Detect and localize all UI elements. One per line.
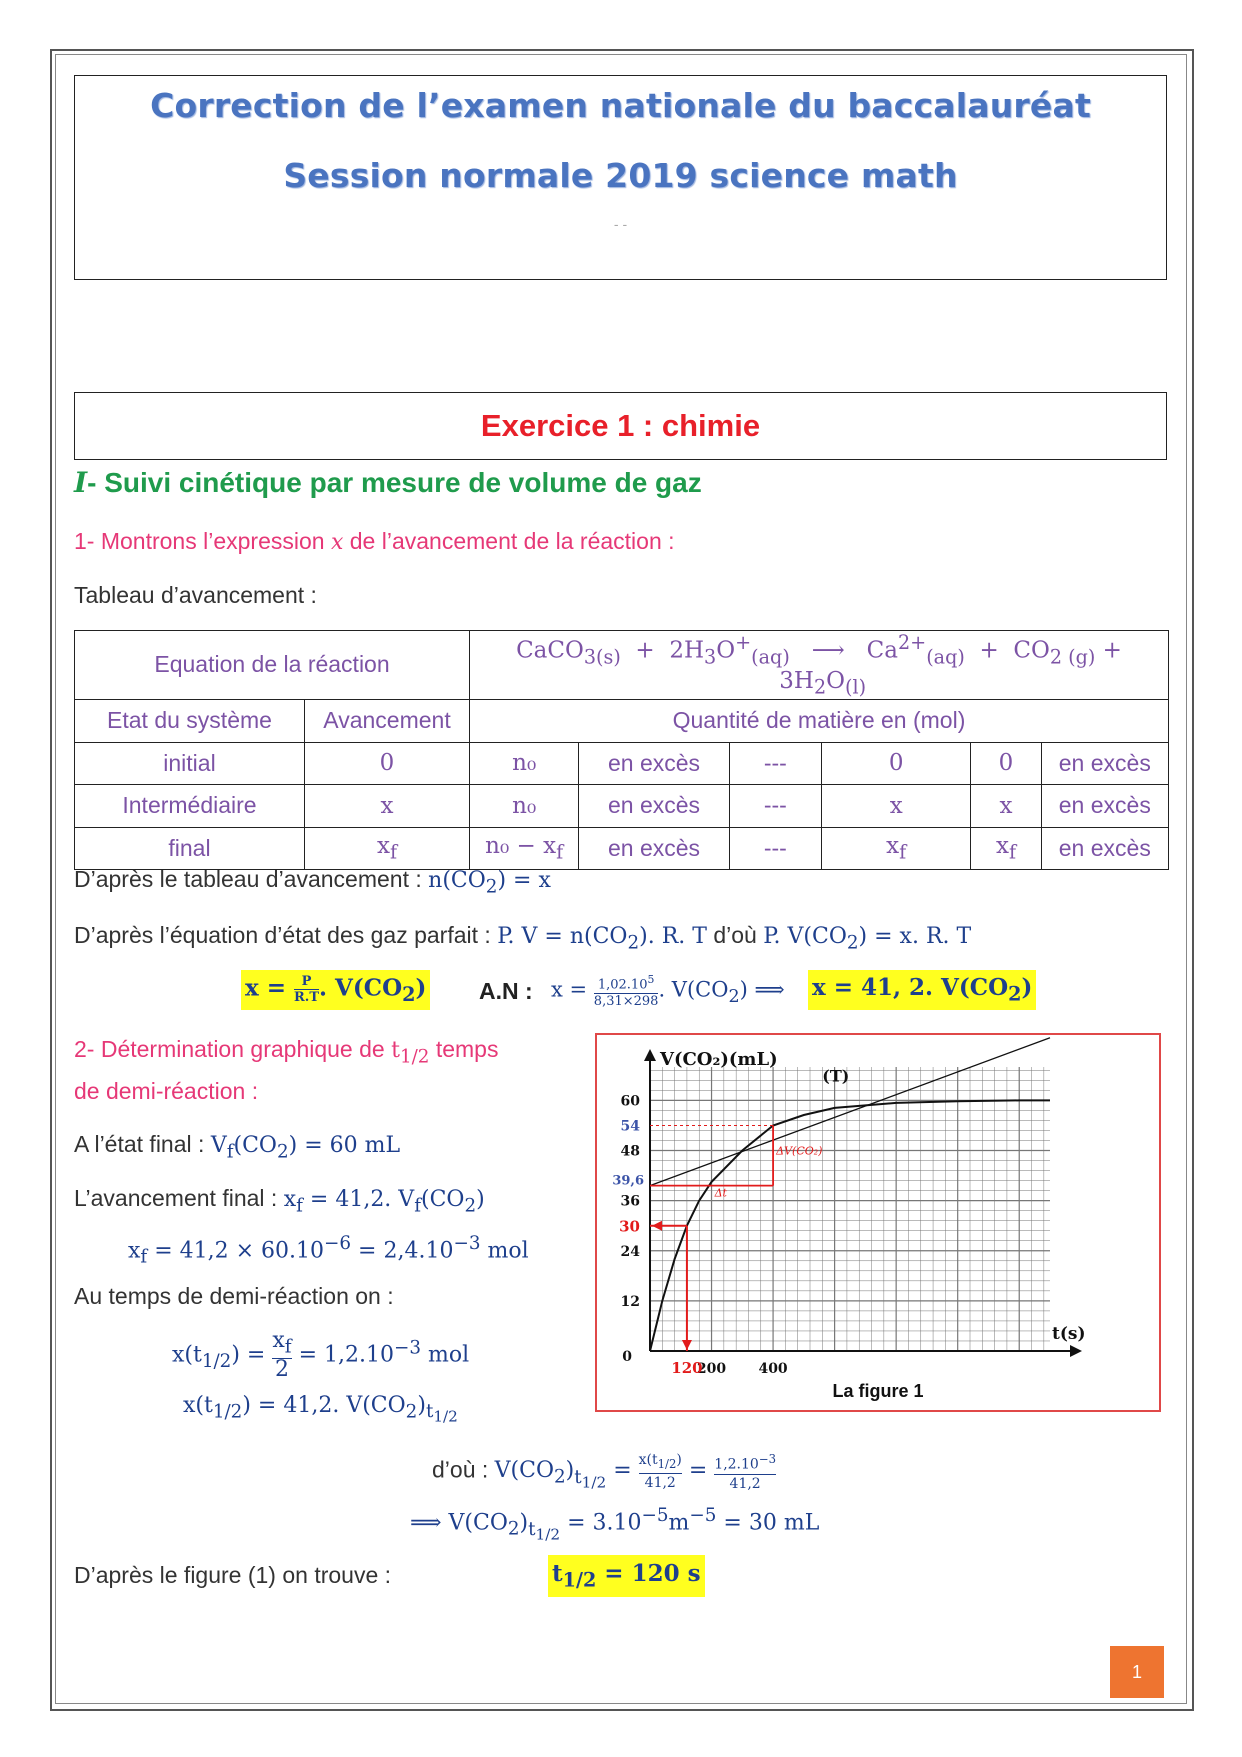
row-state: initial <box>75 742 305 784</box>
marked-y-39-6: 39,6 <box>612 1173 644 1189</box>
question-2-heading-2: de demi-réaction : <box>74 1078 259 1104</box>
volume-half-result: ⟹ $V(CO_2)_{t_{1/2}} = 3.10^{-5}m^{-5} = 30$ mL <box>410 1505 820 1544</box>
col-adv-header <box>305 699 470 742</box>
col-qty-header <box>470 699 1169 742</box>
y-axis-arrow <box>644 1049 656 1061</box>
dou-text: d’où <box>706 922 764 948</box>
t-half-symbol: $t_{1/2}$ <box>391 1038 430 1068</box>
x-half-volume: $x(t_{1/2}) = 41,2$. $V(CO_2)_{t_{1/2}}$ <box>183 1393 458 1427</box>
y-tick-label: 36 <box>620 1193 640 1210</box>
ideal-gas-line <box>74 922 971 953</box>
t-half-result-highlight: $t_{1/2} = 120$ s <box>548 1555 705 1597</box>
q2-heading-text: 2- Détermination graphique de <box>74 1036 392 1062</box>
advancement-table <box>74 630 1169 870</box>
final-state-text: A l’état final : <box>74 1131 211 1157</box>
figure-result-line: D’après le figure (1) on trouve : <box>74 1562 392 1588</box>
dv-label: ΔV(CO₂) <box>776 1144 823 1158</box>
section-title: - Suivi cinétique par mesure de volume de gaz <box>87 467 702 498</box>
y-tick-label: 48 <box>620 1143 640 1160</box>
figure-caption: La figure 1 <box>832 1381 924 1401</box>
table-intro: Tableau d’avancement : <box>74 582 317 608</box>
dou2-text: d’où : <box>432 1456 495 1483</box>
x-tick-label: 200 <box>696 1361 727 1377</box>
volume-half-line <box>432 1450 776 1493</box>
section-heading <box>74 466 702 499</box>
n-co2-equation: $n(CO_2) = x$ <box>428 868 551 898</box>
an-calculation: x = $\frac{1,02.10^5}{8,31\times 298}$ . $V(CO_2)$ ⟹ <box>551 973 785 1010</box>
q1-heading-pre: 1- Montrons l’expression <box>74 528 331 554</box>
question-2-heading <box>74 1036 498 1067</box>
row-cell: $n_0 - x_f$ <box>470 827 579 869</box>
row-adv: 0 <box>305 742 470 784</box>
half-time-arrow <box>682 1340 692 1350</box>
after-table-line <box>74 866 551 897</box>
marked-y-30: 30 <box>619 1217 640 1236</box>
y-tick-label: 60 <box>620 1093 640 1110</box>
xf-value: $x_f = 41,2 \times 60.10^{-6} = 2,4.10^{-3}$ mol <box>128 1233 529 1268</box>
table-row <box>75 742 1169 784</box>
final-adv-line <box>74 1185 485 1216</box>
q1-heading-post: de l’avancement de la réaction : <box>343 528 675 554</box>
q1-heading-var: x <box>330 530 344 555</box>
row-state: Intermédiaire <box>75 784 305 827</box>
curve-series <box>650 1100 1050 1351</box>
title-line-3: - - <box>613 216 628 232</box>
row-adv: $x_f$ <box>305 827 470 869</box>
y-tick-label: 24 <box>620 1243 640 1260</box>
x-half-equation: $x(t_{1/2})$ = $\frac{x_f}{2}$ = $1,2.10^{-3}$ mol <box>172 1328 470 1383</box>
title-box <box>74 75 1167 280</box>
col-state-label: Etat du système <box>107 707 272 734</box>
x-axis-arrow <box>1070 1345 1082 1357</box>
figure-1 <box>595 1033 1161 1412</box>
origin-label: 0 <box>622 1349 632 1365</box>
half-volume-arrow <box>652 1221 662 1231</box>
row-cell: en excès <box>579 827 729 869</box>
ideal-gas-text: D’après l’équation d’état des gaz parfait : <box>74 922 498 948</box>
row-cell: x <box>821 784 970 827</box>
marked-x-120: 120 <box>671 1359 703 1377</box>
row-cell: en excès <box>579 742 729 784</box>
volume-half-equation: $V(CO_2)_{t_{1/2}}$ = $\frac{x(t_{1/2})}{41,2}$ = $\frac{1,2.10^{-3}}{41,2}$ <box>494 1451 776 1492</box>
row-cell: en excès <box>1041 784 1168 827</box>
row-cell: 0 <box>821 742 970 784</box>
row-cell: --- <box>729 827 821 869</box>
x-formula-highlight: x = $\frac{P}{R.T}$ . $V(CO_2)$ <box>241 970 430 1010</box>
row-cell: $x_f$ <box>821 827 970 869</box>
q2-heading-text-b: temps <box>429 1036 499 1062</box>
row-cell: 0 <box>971 742 1041 784</box>
title-line-2: Session normale 2019 science math <box>283 156 958 195</box>
row-cell: n₀ <box>470 742 579 784</box>
ideal-gas-equation-2: P. $V(CO_2) = x$. R. T <box>763 924 972 954</box>
reaction-equation: CaCO$_{3(s)}$ + $2H_3O^+_{(aq)}$ ⟶ $Ca^{2+}_{(aq)} + CO_{2 (g)} + 3H_2O_{(l)}$ <box>470 631 1169 700</box>
x-result-highlight: x = 41, 2. $V(CO_2)$ <box>808 970 1036 1010</box>
exercise-title: Exercice 1 : chimie <box>480 408 761 443</box>
after-table-text: D’après le tableau d’avancement : <box>74 866 429 892</box>
row-cell: n₀ <box>470 784 579 827</box>
title-line-1: Correction de l’examen nationale du baccalauréat <box>150 86 1091 125</box>
row-cell: en excès <box>579 784 729 827</box>
ideal-gas-equation: P. $V = n(CO_2)$. R. T <box>497 924 707 954</box>
col-state-header <box>75 699 305 742</box>
page-number: 1 <box>1110 1646 1164 1698</box>
half-time-line: Au temps de demi-réaction on : <box>74 1283 394 1309</box>
x-axis-label: t(s) <box>1052 1324 1086 1344</box>
section-numeral: I <box>74 466 88 499</box>
row-state: final <box>75 827 305 869</box>
eq-label: Equation de la réaction <box>154 651 390 678</box>
final-state-line <box>74 1131 400 1162</box>
table-row <box>75 827 1169 869</box>
row-cell: $x_f$ <box>971 827 1041 869</box>
row-adv: x <box>305 784 470 827</box>
row-cell: en excès <box>1041 742 1168 784</box>
question-1-heading <box>74 528 675 555</box>
x-tick-label: 400 <box>758 1361 788 1377</box>
row-cell: x <box>971 784 1041 827</box>
row-cell: --- <box>729 784 821 827</box>
row-cell: en excès <box>1041 827 1168 869</box>
col-qty-label: Quantité de matière en (mol) <box>672 707 966 734</box>
an-label: A.N : <box>479 978 533 1004</box>
col-adv-label: Avancement <box>323 707 451 734</box>
marked-y-54: 54 <box>620 1118 640 1135</box>
vf-equation: $V_f(CO_2) = 60$ mL <box>210 1133 401 1163</box>
table-row <box>75 784 1169 827</box>
tangent-label: (T) <box>822 1066 850 1086</box>
row-cell: --- <box>729 742 821 784</box>
figure-1-chart <box>597 1035 1159 1410</box>
y-axis-label: V(CO₂)(mL) <box>660 1049 778 1070</box>
eq-label-cell <box>75 631 470 700</box>
dt-label: Δt <box>714 1186 727 1200</box>
y-tick-label: 12 <box>620 1293 640 1310</box>
final-adv-text: L’avancement final : <box>74 1185 284 1211</box>
xf-equation: $x_f = 41,2$. $V_f(CO_2)$ <box>283 1187 485 1217</box>
exercise-box <box>74 392 1167 460</box>
